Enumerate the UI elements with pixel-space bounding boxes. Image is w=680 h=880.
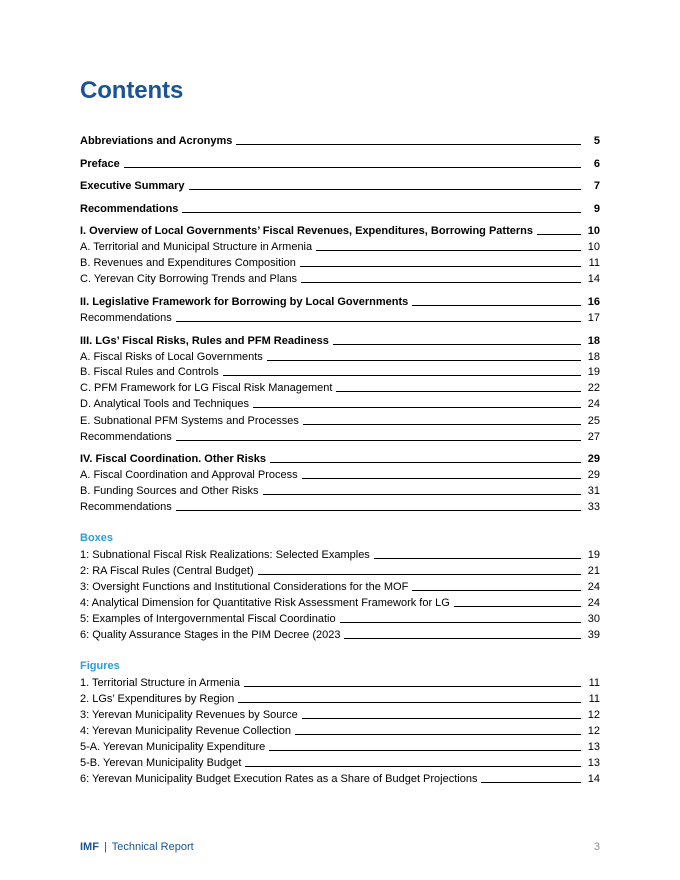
- toc-entry[interactable]: [80, 429, 600, 444]
- toc-entry-page: 29: [587, 469, 600, 481]
- toc-entry[interactable]: [80, 239, 600, 254]
- toc-entry[interactable]: [80, 413, 600, 428]
- dot-leader: [244, 686, 581, 687]
- figure-entry-label: 4: Yerevan Municipality Revenue Collection: [80, 725, 291, 737]
- box-entry[interactable]: [80, 595, 600, 610]
- toc-entry-page: 16: [587, 296, 600, 308]
- toc-section-entry[interactable]: [80, 223, 600, 238]
- toc-entry-page: 10: [587, 225, 600, 237]
- footer-brand: [80, 841, 194, 853]
- dot-leader: [258, 574, 581, 575]
- toc-entry-label: B. Fiscal Rules and Controls: [80, 366, 219, 378]
- toc-entry[interactable]: [80, 364, 600, 379]
- figure-entry-label: 1. Territorial Structure in Armenia: [80, 677, 240, 689]
- page-title: Contents: [80, 77, 184, 104]
- toc-section-entry[interactable]: [80, 333, 600, 348]
- dot-leader: [333, 344, 581, 345]
- figure-entry-label: 2. LGs’ Expenditures by Region: [80, 693, 235, 705]
- toc-entry-label: B. Revenues and Expenditures Composition: [80, 257, 296, 269]
- toc-entry-page: 18: [587, 335, 600, 347]
- figure-entry-page: 11: [588, 693, 600, 705]
- box-entry[interactable]: [80, 627, 600, 642]
- dot-leader: [267, 360, 581, 361]
- figure-entry[interactable]: [80, 739, 600, 754]
- toc-entry-page: 7: [593, 180, 600, 192]
- toc-entry-page: 10: [587, 241, 600, 253]
- toc-entry-page: 31: [587, 485, 600, 497]
- box-entry-label: 5: Examples of Intergovernmental Fiscal Coordinatio: [80, 613, 336, 625]
- toc-entry-label: Abbreviations and Acronyms: [80, 135, 233, 147]
- toc-entry-label: E. Subnational PFM Systems and Processes: [80, 415, 299, 427]
- box-entry-page: 19: [587, 549, 600, 561]
- toc-entry-label: C. Yerevan City Borrowing Trends and Plans: [80, 273, 298, 285]
- toc-entry[interactable]: [80, 178, 600, 193]
- box-entry-page: 30: [587, 613, 600, 625]
- toc-entry[interactable]: [80, 396, 600, 411]
- dot-leader: [301, 282, 581, 283]
- toc-entry-label: A. Fiscal Coordination and Approval Process: [80, 469, 298, 481]
- toc-entry-page: 14: [587, 273, 600, 285]
- dot-leader: [270, 462, 581, 463]
- dot-leader: [176, 510, 581, 511]
- dot-leader: [316, 250, 581, 251]
- dot-leader: [253, 407, 581, 408]
- figure-entry[interactable]: [80, 755, 600, 770]
- toc-entry-label: D. Analytical Tools and Techniques: [80, 398, 249, 410]
- box-entry[interactable]: [80, 547, 600, 562]
- toc-entry-page: 27: [587, 431, 600, 443]
- toc-entry-label: A. Territorial and Municipal Structure in Armenia: [80, 241, 313, 253]
- footer-report-name: Technical Report: [111, 841, 194, 853]
- toc-entry[interactable]: [80, 201, 600, 216]
- toc-entry-page: 19: [587, 366, 600, 378]
- toc-entry-label: B. Funding Sources and Other Risks: [80, 485, 259, 497]
- toc-entry-page: 25: [587, 415, 600, 427]
- toc-entry-page: 6: [593, 158, 600, 170]
- dot-leader: [269, 750, 581, 751]
- dot-leader: [303, 424, 581, 425]
- figure-entry-label: 6: Yerevan Municipality Budget Execution Rates as a Share of Budget Projections: [80, 773, 478, 785]
- dot-leader: [245, 766, 581, 767]
- toc-entry[interactable]: [80, 380, 600, 395]
- boxes-heading: Boxes: [80, 532, 114, 544]
- figure-entry[interactable]: [80, 675, 600, 690]
- box-entry-page: 39: [587, 629, 600, 641]
- figures-heading: Figures: [80, 660, 120, 672]
- dot-leader: [302, 478, 581, 479]
- toc-entry-label: Preface: [80, 158, 120, 170]
- dot-leader: [302, 718, 581, 719]
- figure-entry-page: 12: [587, 709, 600, 721]
- toc-entry-page: 22: [587, 382, 600, 394]
- figure-entry[interactable]: [80, 723, 600, 738]
- toc-entry[interactable]: [80, 310, 600, 325]
- dot-leader: [263, 494, 581, 495]
- box-entry[interactable]: [80, 611, 600, 626]
- toc-entry-label: A. Fiscal Risks of Local Governments: [80, 351, 263, 363]
- box-entry-page: 24: [587, 597, 600, 609]
- toc-entry-page: 11: [588, 257, 600, 269]
- toc-entry-label: Executive Summary: [80, 180, 185, 192]
- box-entry-label: 4: Analytical Dimension for Quantitative Risk Assessment Framework for LG: [80, 597, 450, 609]
- toc-entry-page: 17: [587, 312, 600, 324]
- dot-leader: [176, 440, 581, 441]
- box-entry-page: 21: [587, 565, 600, 577]
- dot-leader: [374, 558, 581, 559]
- dot-leader: [223, 375, 581, 376]
- dot-leader: [412, 590, 581, 591]
- box-entry-label: 6: Quality Assurance Stages in the PIM Decree (2023: [80, 629, 341, 641]
- figure-entry-page: 14: [587, 773, 600, 785]
- figure-entry-label: 5-A. Yerevan Municipality Expenditure: [80, 741, 266, 753]
- toc-entry[interactable]: [80, 499, 600, 514]
- figure-entry-page: 13: [587, 741, 600, 753]
- footer-org: IMF: [80, 841, 99, 853]
- toc-entry-label: Recommendations: [80, 312, 172, 324]
- toc-entry-label: Recommendations: [80, 501, 172, 513]
- dot-leader: [481, 782, 581, 783]
- box-entry-label: 3: Oversight Functions and Institutional Considerations for the MOF: [80, 581, 409, 593]
- box-entry[interactable]: [80, 579, 600, 594]
- figure-entry[interactable]: [80, 691, 600, 706]
- dot-leader: [295, 734, 581, 735]
- dot-leader: [176, 321, 581, 322]
- toc-entry[interactable]: [80, 255, 600, 270]
- dot-leader: [344, 638, 581, 639]
- toc-entry-label: III. LGs’ Fiscal Risks, Rules and PFM Readiness: [80, 335, 329, 347]
- toc-entry-page: 24: [587, 398, 600, 410]
- toc-entry-page: 29: [587, 453, 600, 465]
- box-entry[interactable]: [80, 563, 600, 578]
- toc-entry-page: 9: [593, 203, 600, 215]
- toc-entry-label: Recommendations: [80, 203, 179, 215]
- toc-entry-page: 5: [593, 135, 600, 147]
- dot-leader: [182, 212, 581, 213]
- toc-entry-page: 33: [587, 501, 600, 513]
- dot-leader: [189, 189, 581, 190]
- toc-entry-label: II. Legislative Framework for Borrowing by Local Governments: [80, 296, 409, 308]
- toc-entry[interactable]: [80, 156, 600, 171]
- dot-leader: [300, 266, 581, 267]
- figure-entry-page: 11: [588, 677, 600, 689]
- dot-leader: [336, 391, 581, 392]
- toc-entry-page: 18: [587, 351, 600, 363]
- dot-leader: [537, 234, 581, 235]
- toc-entry-label: I. Overview of Local Governments’ Fiscal Revenues, Expenditures, Borrowing Patterns: [80, 225, 533, 237]
- toc-entry[interactable]: [80, 483, 600, 498]
- toc-entry[interactable]: [80, 349, 600, 364]
- footer-separator: |: [104, 841, 107, 853]
- dot-leader: [124, 167, 581, 168]
- footer-page-number: 3: [593, 841, 600, 853]
- toc-entry[interactable]: [80, 467, 600, 482]
- toc-section-entry[interactable]: [80, 294, 600, 309]
- figure-entry[interactable]: [80, 771, 600, 786]
- dot-leader: [236, 144, 581, 145]
- figure-entry[interactable]: [80, 707, 600, 722]
- dot-leader: [238, 702, 581, 703]
- box-entry-label: 1: Subnational Fiscal Risk Realizations: Selected Examples: [80, 549, 370, 561]
- figure-entry-page: 13: [587, 757, 600, 769]
- toc-entry[interactable]: [80, 271, 600, 286]
- toc-entry-label: C. PFM Framework for LG Fiscal Risk Management: [80, 382, 333, 394]
- toc-section-entry[interactable]: [80, 451, 600, 466]
- dot-leader: [340, 622, 581, 623]
- toc-entry[interactable]: [80, 133, 600, 148]
- toc-entry-label: Recommendations: [80, 431, 172, 443]
- figure-entry-page: 12: [587, 725, 600, 737]
- figure-entry-label: 3: Yerevan Municipality Revenues by Source: [80, 709, 298, 721]
- toc-entry-label: IV. Fiscal Coordination. Other Risks: [80, 453, 267, 465]
- dot-leader: [412, 305, 581, 306]
- box-entry-page: 24: [587, 581, 600, 593]
- box-entry-label: 2: RA Fiscal Rules (Central Budget): [80, 565, 254, 577]
- figure-entry-label: 5-B. Yerevan Municipality Budget: [80, 757, 242, 769]
- dot-leader: [454, 606, 581, 607]
